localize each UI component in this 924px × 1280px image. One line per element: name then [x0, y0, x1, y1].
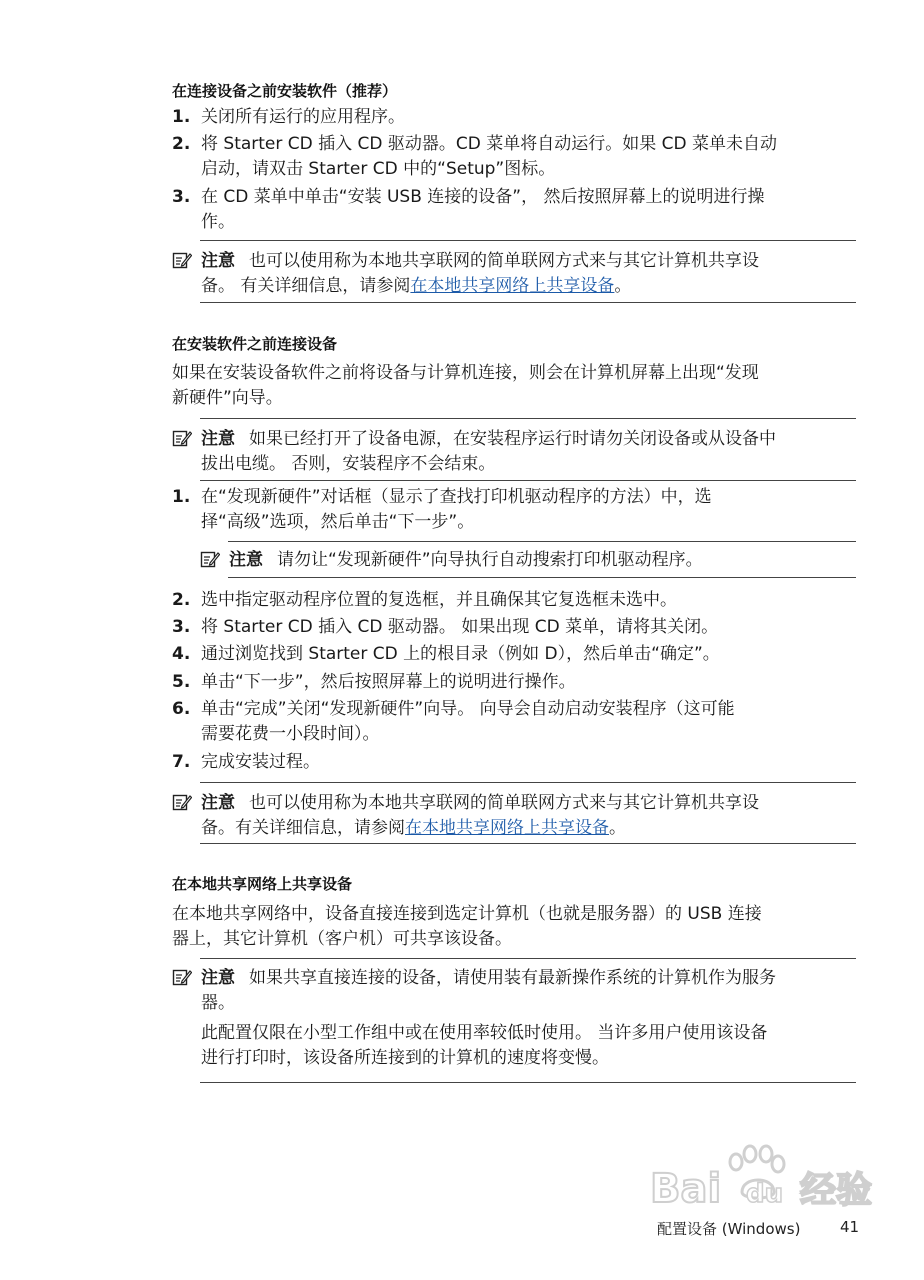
step-number: 3.: [172, 187, 191, 207]
note-label: 注意: [229, 550, 263, 570]
note-rule-bottom: [200, 480, 856, 481]
note-rule-top: [200, 782, 856, 783]
note-line: [201, 248, 759, 274]
note-text: 也可以使用称为本地共享联网的简单联网方式来与其它计算机共享设: [249, 251, 759, 271]
section-heading-install-first: 在连接设备之前安装软件（推荐）: [172, 82, 398, 100]
note-text: 如果已经打开了设备电源，在安装程序运行时请勿关闭设备或从设备中: [249, 429, 776, 449]
watermark-text: du: [746, 1179, 784, 1209]
note-rule-bottom: [228, 577, 856, 578]
intro-text: 如果在安装设备软件之前将设备与计算机连接，则会在计算机屏幕上出现“发现: [172, 363, 759, 383]
note-icon: [172, 428, 192, 448]
note-line: [201, 790, 759, 816]
note-text: 如果共享直接连接的设备，请使用装有最新操作系统的计算机作为服务: [249, 968, 776, 988]
note-text: 备。 有关详细信息，请参阅: [201, 276, 411, 296]
note-text: 备。有关详细信息，请参阅: [201, 818, 405, 838]
step-number: 6.: [172, 699, 191, 719]
note-rule-bottom: [200, 302, 856, 303]
note-rule-bottom: [200, 843, 856, 844]
watermark-text: 经验: [800, 1170, 873, 1210]
link-share-local-network[interactable]: 在本地共享网络上共享设备: [405, 818, 609, 838]
step-number: 2.: [172, 134, 191, 154]
note-label: 注意: [201, 429, 235, 449]
step-number: 7.: [172, 752, 191, 772]
step-text: 需要花费一小段时间）。: [201, 724, 380, 744]
note-label: 注意: [201, 251, 235, 271]
step-number: 1.: [172, 107, 191, 127]
note-icon: [200, 549, 220, 569]
step-text: 选中指定驱动程序位置的复选框，并且确保其它复选框未选中。: [201, 590, 677, 610]
note-text: 请勿让“发现新硬件”向导执行自动搜索打印机驱动程序。: [277, 550, 703, 570]
step-text: 完成安装过程。: [201, 752, 320, 772]
note-paragraph: 此配置仅限在小型工作组中或在使用率较低时使用。 当许多用户使用该设备: [201, 1023, 768, 1043]
note-rule-top: [200, 240, 856, 241]
note-rule-top: [200, 418, 856, 419]
step-text: 将 Starter CD 插入 CD 驱动器。 如果出现 CD 菜单，请将其关闭。: [201, 617, 719, 637]
note-line: [201, 273, 631, 299]
note-rule-top: [200, 958, 856, 959]
intro-text: 新硬件”向导。: [172, 388, 283, 408]
note-line: [201, 965, 776, 991]
step-text: 单击“下一步”，然后按照屏幕上的说明进行操作。: [201, 672, 576, 692]
intro-text: 在本地共享网络中，设备直接连接到选定计算机（也就是服务器）的 USB 连接: [172, 904, 762, 924]
note-paragraph: 进行打印时，该设备所连接到的计算机的速度将变慢。: [201, 1048, 609, 1068]
intro-text: 器上，其它计算机（客户机）可共享该设备。: [172, 929, 512, 949]
step-text: 通过浏览找到 Starter CD 上的根目录（例如 D），然后单击“确定”。: [201, 644, 720, 664]
footer-section-title: 配置设备 (Windows): [657, 1220, 801, 1238]
note-label: 注意: [201, 793, 235, 813]
step-number: 4.: [172, 644, 191, 664]
section-heading-share-local: 在本地共享网络上共享设备: [172, 875, 353, 893]
step-number: 5.: [172, 672, 191, 692]
note-text: 拔出电缆。 否则，安装程序不会结束。: [201, 454, 496, 474]
step-number: 3.: [172, 617, 191, 637]
step-text: 择“高级”选项，然后单击“下一步”。: [201, 512, 475, 532]
note-icon: [172, 792, 192, 812]
step-text: 作。: [201, 212, 235, 232]
watermark-text: Bai: [650, 1166, 722, 1210]
note-text: 也可以使用称为本地共享联网的简单联网方式来与其它计算机共享设: [249, 793, 759, 813]
page-number: 41: [840, 1218, 860, 1236]
note-line: [201, 815, 626, 841]
note-text: 。: [614, 276, 632, 296]
step-text: 在“发现新硬件”对话框（显示了查找打印机驱动程序的方法）中，选: [201, 487, 712, 507]
step-text: 单击“完成”关闭“发现新硬件”向导。 向导会自动启动安装程序（这可能: [201, 699, 735, 719]
note-rule-bottom: [200, 1082, 856, 1083]
step-number: 2.: [172, 590, 191, 610]
note-icon: [172, 967, 192, 987]
step-text: 在 CD 菜单中单击“安装 USB 连接的设备”， 然后按照屏幕上的说明进行操: [201, 187, 765, 207]
note-rule-top: [228, 541, 856, 542]
step-text: 关闭所有运行的应用程序。: [201, 107, 405, 127]
step-text: 将 Starter CD 插入 CD 驱动器。CD 菜单将自动运行。如果 CD 菜单未自动: [201, 134, 778, 154]
note-line: [229, 547, 703, 573]
step-number: 1.: [172, 487, 191, 507]
note-icon: [172, 250, 192, 270]
note-text: 器。: [201, 993, 235, 1013]
section-heading-connect-first: 在安装软件之前连接设备: [172, 335, 338, 353]
note-line: [201, 426, 776, 452]
note-label: 注意: [201, 968, 235, 988]
step-text: 启动，请双击 Starter CD 中的“Setup”图标。: [201, 159, 556, 179]
baidu-jingyan-watermark: [650, 1140, 890, 1210]
link-share-local-network[interactable]: 在本地共享网络上共享设备: [410, 276, 615, 296]
note-text: 。: [609, 818, 626, 838]
